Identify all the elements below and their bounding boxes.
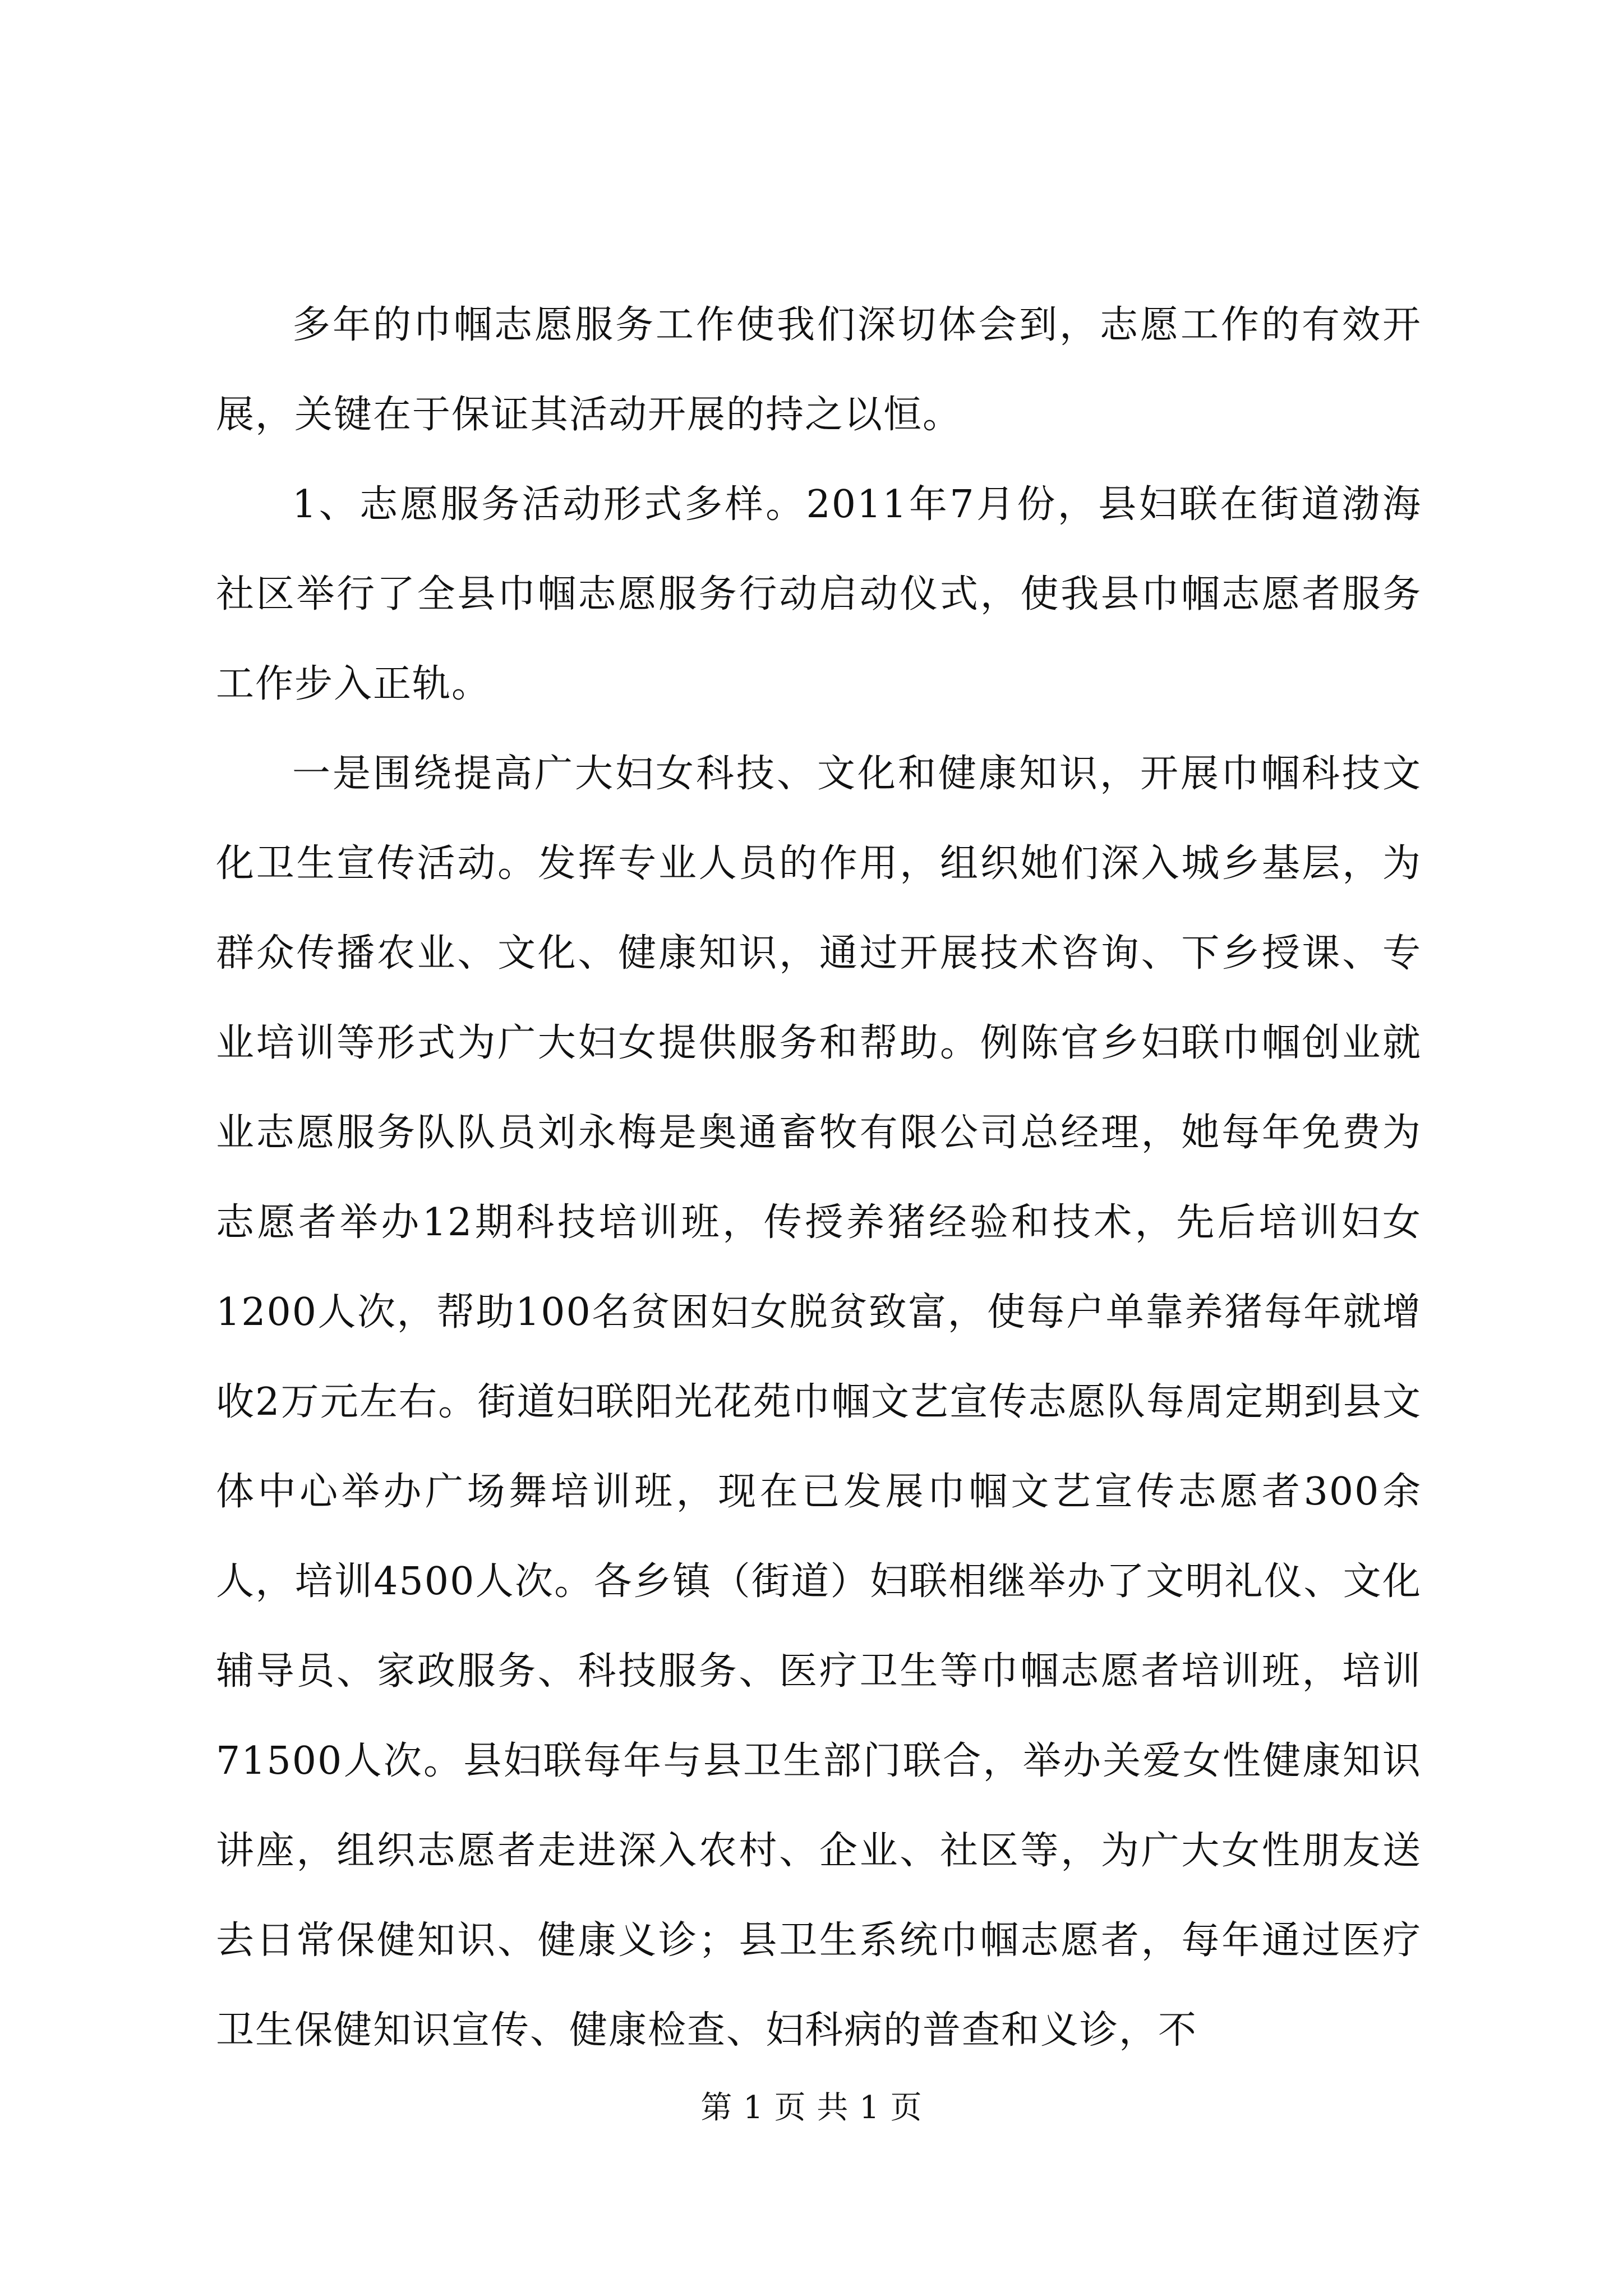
paragraph-2: 1、志愿服务活动形式多样。2011年7月份，县妇联在街道渤海社区举行了全县巾帼志愿服务行动启动仪式，使我县巾帼志愿者服务工作步入正轨。 — [216, 482, 1422, 706]
paragraph-3: 一是围绕提高广大妇女科技、文化和健康知识，开展巾帼科技文化卫生宣传活动。发挥专业人员的作用，组织她们深入城乡基层，为群众传播农业、文化、健康知识，通过开展技术咨询、下乡授课、专业培训等形式为广大妇女提供服务和帮助。例陈官乡妇联巾帼创业就业志愿服务队队员刘永梅是奥通畜牧有限公司总经理，她每年免费为志愿者举办12期科技培训班，传授养猪经验和技术，先后培训妇女1200人次，帮助100名贫困妇女脱贫致富，使每户单靠养猪每年就增收2万元左右。街道妇联阳光花苑巾帼文艺宣传志愿队每周定期到县文体中心举办广场舞培训班，现在已发展巾帼文艺宣传志愿者300余人，培训4500人次。各乡镇（街道）妇联相继举办了文明礼仪、文化辅导员、家政服务、科技服务、医疗卫生等巾帼志愿者培训班，培训71500人次。县妇联每年与县卫生部门联合，举办关爱女性健康知识讲座，组织志愿者走进深入农村、企业、社区等，为广大女性朋友送去日常保健知识、健康义诊；县卫生系统巾帼志愿者，每年通过医疗卫生保健知识宣传、健康检查、妇科病的普查和义诊，不 — [216, 752, 1422, 2053]
paragraph-1: 多年的巾帼志愿服务工作使我们深切体会到，志愿工作的有效开展，关键在于保证其活动开展的持之以恒。 — [216, 303, 1422, 437]
page-number-footer: 第 1 页 共 1 页 — [700, 2090, 923, 2126]
document-body — [216, 280, 1422, 2076]
